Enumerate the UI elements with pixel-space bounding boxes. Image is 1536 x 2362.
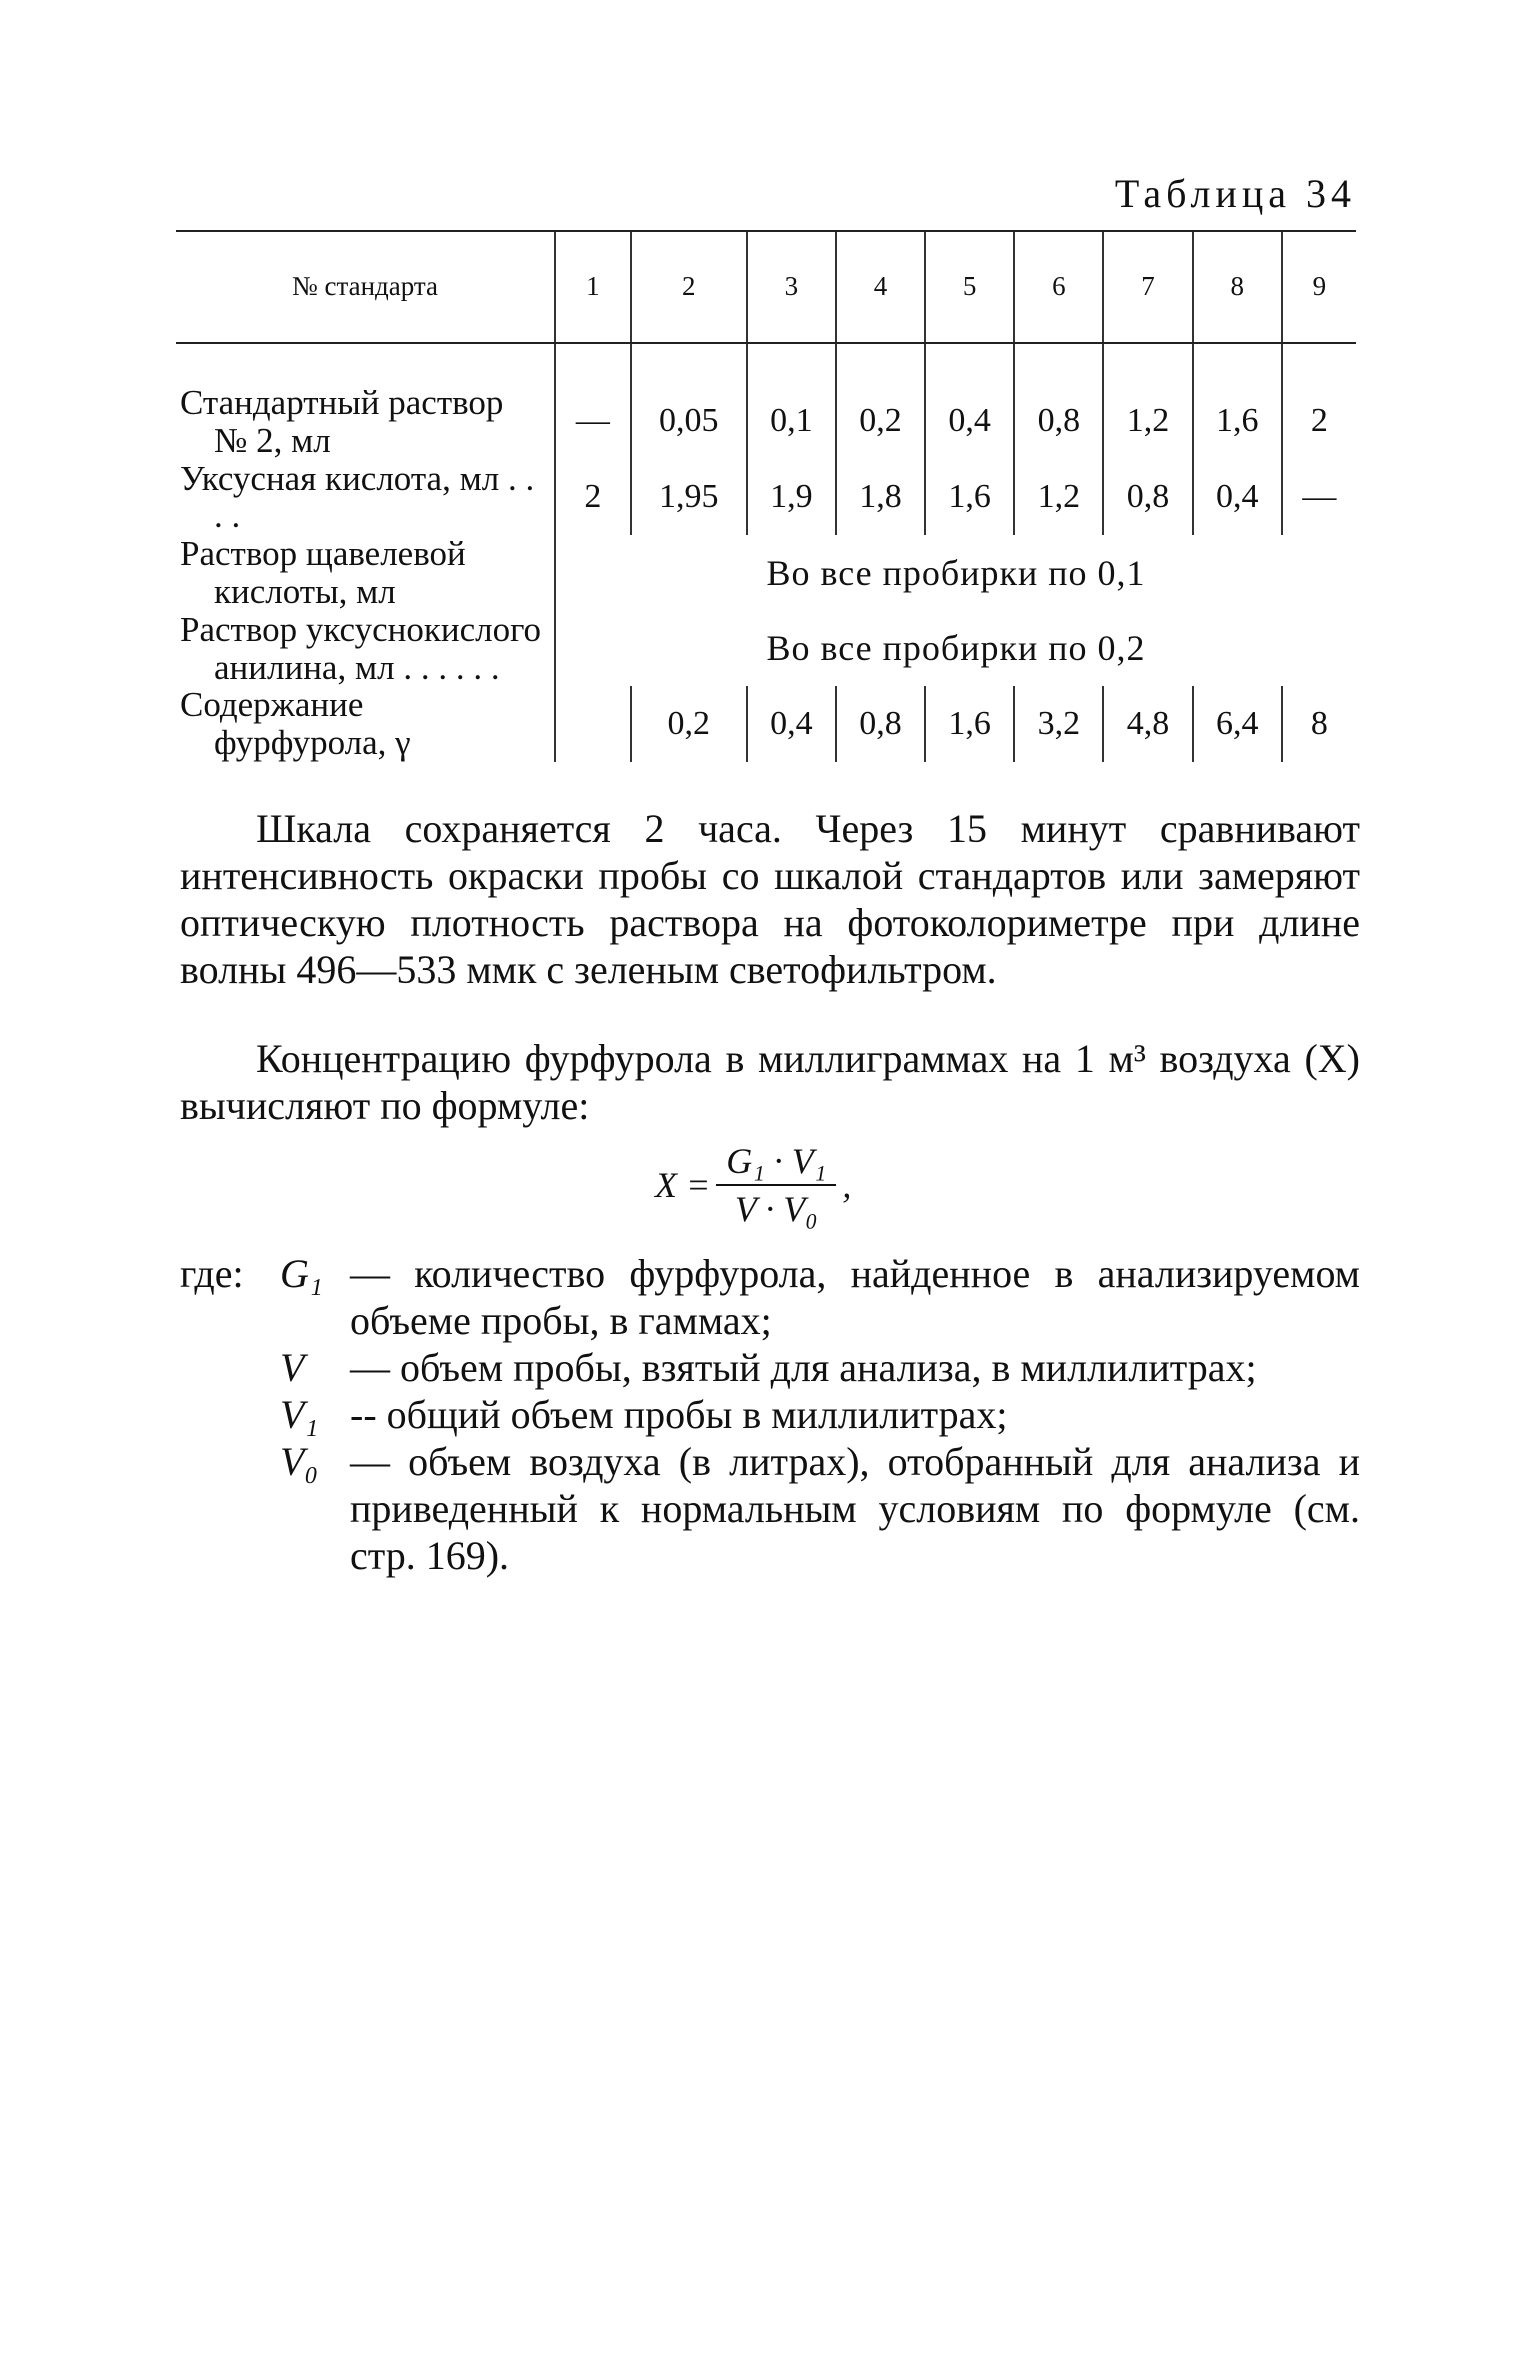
formula-denominator: V · V₀ bbox=[734, 1189, 818, 1229]
row-label: Стандартный раствор № 2, мл bbox=[180, 383, 504, 460]
formula bbox=[655, 1140, 851, 1230]
header-col-8: 8 bbox=[1193, 231, 1282, 343]
header-col-1: 1 bbox=[555, 231, 631, 343]
table-cell: 1,2 bbox=[1103, 343, 1192, 460]
table-row bbox=[176, 460, 1356, 536]
header-col-7: 7 bbox=[1103, 231, 1192, 343]
table-cell: 0,8 bbox=[1014, 343, 1103, 460]
definition-spacer bbox=[180, 1438, 280, 1579]
table-row bbox=[176, 343, 1356, 460]
table-cell: 0,8 bbox=[836, 686, 925, 762]
table-row bbox=[176, 686, 1356, 762]
header-col-4: 4 bbox=[836, 231, 925, 343]
formula-numerator: G₁ · V₁ bbox=[716, 1140, 836, 1186]
definition-item bbox=[180, 1250, 1360, 1344]
header-col-6: 6 bbox=[1014, 231, 1103, 343]
table-cell: 2 bbox=[1282, 343, 1356, 460]
table-cell: 0,4 bbox=[1193, 460, 1282, 536]
table-span-cell: Во все пробирки по 0,2 bbox=[555, 611, 1356, 687]
table-cell: — bbox=[555, 343, 631, 460]
paragraph-concentration: Концентрацию фурфурола в миллиграммах на 1 м³ воздуха (X) вычисляют по формуле: bbox=[180, 1036, 1360, 1128]
row-label: Уксусная кислота, мл . . . . bbox=[180, 458, 535, 536]
definition-symbol: G₁ bbox=[280, 1251, 323, 1296]
row-label: Раствор уксуснокислого анилина, мл . . . . . . bbox=[180, 609, 542, 687]
standards-table bbox=[176, 230, 1356, 762]
definition-item bbox=[180, 1344, 1360, 1391]
table-cell: 0,05 bbox=[631, 343, 747, 460]
table-cell: 6,4 bbox=[1193, 686, 1282, 762]
table-cell: 0,1 bbox=[747, 343, 836, 460]
row-label: Раствор щавелевой кислоты, мл bbox=[180, 534, 466, 611]
definition-symbol: V₁ bbox=[280, 1392, 319, 1437]
table-cell: 1,6 bbox=[1193, 343, 1282, 460]
table-row bbox=[176, 611, 1356, 687]
formula-tail: , bbox=[842, 1165, 852, 1205]
paragraph-scale: Шкала сохраняется 2 часа. Через 15 минут сравнивают интенсивность окраски пробы со шкалой стандартов или замеряют оптическую плотность раствора на фотоколориметре при длине волны 496—533 ммк с зеленым светофильтром. bbox=[180, 806, 1360, 992]
table-span-cell: Во все пробирки по 0,1 bbox=[555, 535, 1356, 611]
table-cell: 4,8 bbox=[1103, 686, 1192, 762]
table-cell: 1,6 bbox=[925, 460, 1014, 536]
definition-item bbox=[180, 1391, 1360, 1438]
table-cell: 0,8 bbox=[1103, 460, 1192, 536]
table-row bbox=[176, 535, 1356, 611]
table-cell: 2 bbox=[555, 460, 631, 536]
definition-text: — объем пробы, взятый для анализа, в миллилитрах; bbox=[350, 1345, 1257, 1390]
header-col-3: 3 bbox=[747, 231, 836, 343]
row-label: Содержание фурфурола, γ bbox=[180, 685, 411, 763]
table-cell: 1,6 bbox=[925, 686, 1014, 762]
table-cell: 3,2 bbox=[1014, 686, 1103, 762]
definition-spacer bbox=[180, 1344, 280, 1391]
header-col-5: 5 bbox=[925, 231, 1014, 343]
table-cell: 8 bbox=[1282, 686, 1356, 762]
table-cell: 0,4 bbox=[747, 686, 836, 762]
where-lead: где: bbox=[180, 1251, 244, 1296]
table-caption: Таблица 34 bbox=[1114, 171, 1356, 216]
formula-fraction bbox=[716, 1140, 836, 1230]
definition-symbol: V₀ bbox=[280, 1439, 319, 1484]
definition-text: -- общий объем пробы в миллилитрах; bbox=[350, 1392, 1008, 1437]
header-col-2: 2 bbox=[631, 231, 747, 343]
table-header-row bbox=[176, 231, 1356, 343]
table-cell: 0,4 bbox=[925, 343, 1014, 460]
formula-lhs: X = bbox=[655, 1165, 711, 1205]
table-cell: 1,2 bbox=[1014, 460, 1103, 536]
header-col-9: 9 bbox=[1282, 231, 1356, 343]
table-cell: 1,8 bbox=[836, 460, 925, 536]
definition-symbol: V bbox=[280, 1345, 305, 1390]
table-cell: — bbox=[1282, 460, 1356, 536]
header-label: № стандарта bbox=[176, 231, 555, 343]
table-cell: 0,2 bbox=[836, 343, 925, 460]
variable-definitions bbox=[180, 1250, 1360, 1579]
table-cell bbox=[555, 686, 631, 762]
definition-text: — количество фурфурола, найденное в анализируемом объеме пробы, в гаммах; bbox=[350, 1251, 1360, 1343]
definition-item bbox=[180, 1438, 1360, 1579]
definition-text: — объем воздуха (в литрах), отобранный для анализа и приведенный к нормальным условиям по формуле (см. стр. 169). bbox=[350, 1439, 1360, 1578]
table-cell: 0,2 bbox=[631, 686, 747, 762]
table-cell: 1,95 bbox=[631, 460, 747, 536]
table-cell: 1,9 bbox=[747, 460, 836, 536]
definition-spacer bbox=[180, 1391, 280, 1438]
